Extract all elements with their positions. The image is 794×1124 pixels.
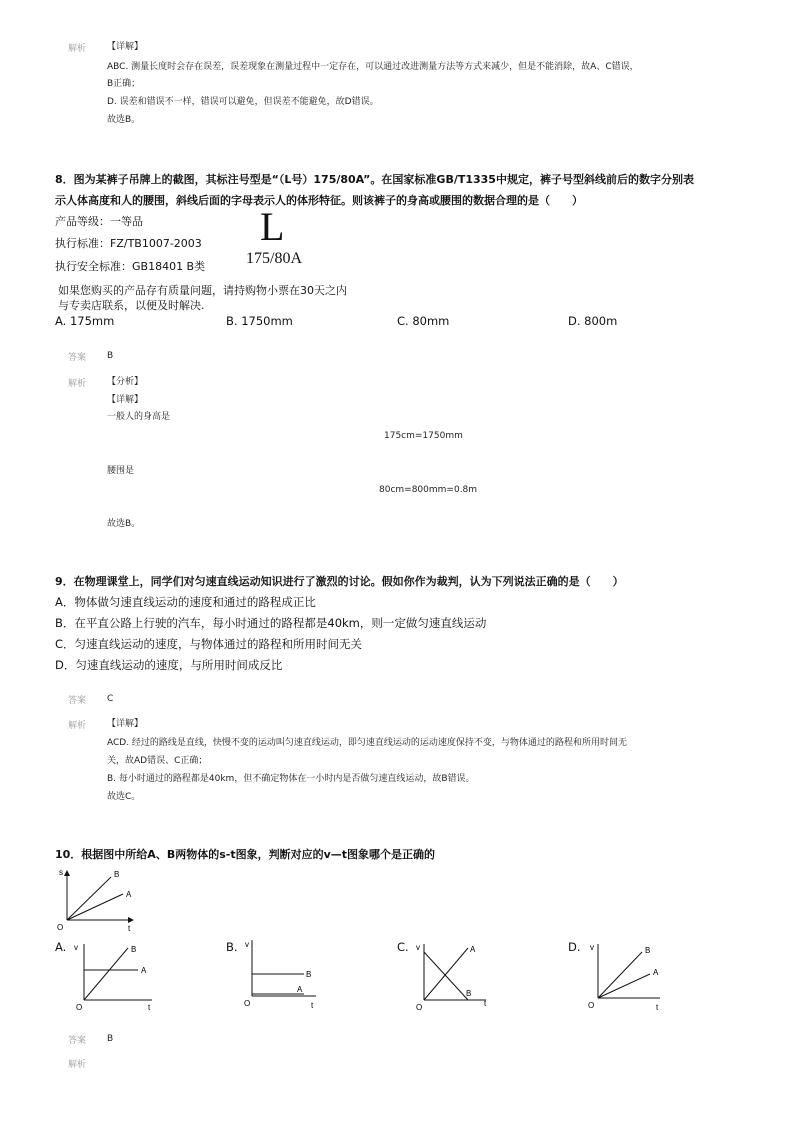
answer-value: B	[107, 351, 114, 361]
axis-label-s: s	[59, 868, 63, 877]
origin-label: O	[76, 1003, 83, 1012]
question-9-stem: 9．在物理课堂上，同学们对匀速直线运动知识进行了激烈的讨论。假如你作为裁判，认为下列说法正确的是（ ）	[55, 575, 624, 588]
line-b	[598, 952, 642, 998]
v-t-graph-d[interactable]	[584, 934, 668, 1014]
s-t-graph	[55, 865, 140, 935]
detail-tag: 【详解】	[107, 719, 144, 729]
tag-size-code: 175/80A	[246, 250, 302, 267]
analysis-equation: 80cm=800mm=0.8m	[379, 485, 478, 495]
line-a	[598, 974, 650, 998]
option-c[interactable]: C.	[397, 940, 409, 954]
axis-label-t: t	[656, 1003, 659, 1012]
tag-size-letter: L	[260, 204, 285, 249]
label-a: A	[470, 945, 476, 954]
tag-grade: 产品等级：一等品	[55, 215, 143, 228]
analysis-line: ABC. 测量长度时会存在误差，误差现象在测量过程中一定存在，可以通过改进测量方法等方式来减少，但是不能消除，故A、C错误，	[107, 62, 639, 72]
origin-label: O	[244, 999, 251, 1008]
option-a[interactable]: A. 175mm	[55, 314, 115, 328]
question-8-stem: 示人体高度和人的腰围，斜线后面的字母表示人的体形特征。则该裤子的身高或腰围的数据合理的是（ ）	[55, 194, 583, 207]
option-b[interactable]: B. 1750mm	[226, 314, 293, 328]
axis-label-t: t	[484, 999, 487, 1008]
v-t-graph-a[interactable]	[68, 938, 160, 1014]
axis-label-v: v	[245, 940, 249, 949]
option-b[interactable]: B．在平直公路上行驶的汽车，每小时通过的路程都是40km，则一定做匀速直线运动	[55, 616, 487, 630]
analysis-label: 解析	[68, 44, 87, 54]
axis-label-t: t	[128, 924, 131, 933]
analysis-line: 故选C。	[107, 792, 141, 802]
tag-standard: 执行标准：FZ/TB1007-2003	[55, 237, 202, 250]
axis-label-v: v	[590, 943, 594, 952]
label-b: B	[306, 970, 312, 979]
question-8-stem: 8．图为某裤子吊牌上的截图，其标注号型是“（L号）175/80A”。在国家标准GB/T1335中规定，裤子号型斜线前后的数字分别表	[55, 173, 694, 186]
label-a: A	[297, 985, 303, 994]
option-c[interactable]: C. 80mm	[397, 314, 450, 328]
option-a[interactable]: A.	[55, 940, 67, 954]
analysis-line: 一般人的身高是	[107, 412, 171, 422]
answer-label: 答案	[68, 1036, 87, 1046]
axis-label-t: t	[311, 1001, 314, 1010]
v-t-graph-c[interactable]	[410, 934, 494, 1014]
analysis-line: 故选B。	[107, 115, 141, 125]
axis-label-t: t	[148, 1003, 151, 1012]
origin-label: O	[57, 923, 64, 932]
analysis-line: B正确；	[107, 79, 141, 89]
label-b: B	[466, 989, 472, 998]
tag-safety: 执行安全标准：GB18401 B类	[55, 260, 206, 273]
option-a[interactable]: A．物体做匀速直线运动的速度和通过的路程成正比	[55, 595, 316, 609]
axis-label-v: v	[416, 943, 420, 952]
analysis-tag: 【分析】	[107, 377, 144, 387]
line-b	[84, 948, 128, 1000]
label-b: B	[645, 946, 651, 955]
axis-label-v: v	[74, 943, 78, 952]
answer-value: B	[107, 1034, 114, 1044]
analysis-line: ACD. 经过的路线是直线，快慢不变的运动叫匀速直线运动，即匀速直线运动的运动速度保持不变，与物体通过的路程和所用时间无	[107, 738, 627, 748]
analysis-label: 解析	[68, 379, 87, 389]
tag-notice: 与专卖店联系，以便及时解决.	[58, 299, 205, 312]
analysis-line: 关，故AD错误、C正确；	[107, 756, 208, 766]
answer-label: 答案	[68, 696, 87, 706]
origin-label: O	[416, 1003, 423, 1012]
label-b: B	[114, 870, 120, 879]
analysis-label: 解析	[68, 721, 87, 731]
label-a: A	[141, 966, 147, 975]
label-a: A	[126, 890, 132, 899]
option-d[interactable]: D．匀速直线运动的速度，与所用时间成反比	[55, 658, 283, 672]
line-b	[67, 877, 111, 920]
analysis-line: B. 每小时通过的路程都是40km，但不确定物体在一小时内是否做匀速直线运动，故B错误。	[107, 774, 475, 784]
answer-value: C	[107, 694, 114, 704]
analysis-line: 腰围是	[107, 466, 135, 476]
answer-label: 答案	[68, 353, 87, 363]
analysis-line: D. 误差和错误不一样，错误可以避免，但误差不能避免，故D错误。	[107, 97, 379, 107]
detail-tag: 【详解】	[107, 395, 144, 405]
line-a	[67, 894, 123, 920]
label-a: A	[653, 968, 659, 977]
detail-tag: 【详解】	[107, 42, 144, 52]
analysis-label: 解析	[68, 1060, 87, 1070]
option-d[interactable]: D. 800m	[568, 314, 618, 328]
analysis-line: 故选B。	[107, 519, 141, 529]
analysis-equation: 175cm=1750mm	[384, 431, 463, 441]
tag-notice: 如果您购买的产品存有质量问题，请持购物小票在30天之内	[58, 284, 347, 297]
v-t-graph-b[interactable]	[240, 930, 324, 1010]
option-c[interactable]: C．匀速直线运动的速度，与物体通过的路程和所用时间无关	[55, 637, 363, 651]
option-b[interactable]: B.	[226, 940, 238, 954]
question-10-stem: 10．根据图中所给A、B两物体的s-t图象，判断对应的v—t图象哪个是正确的	[55, 848, 436, 861]
origin-label: O	[588, 1001, 595, 1010]
label-b: B	[131, 945, 137, 954]
option-d[interactable]: D.	[568, 940, 581, 954]
